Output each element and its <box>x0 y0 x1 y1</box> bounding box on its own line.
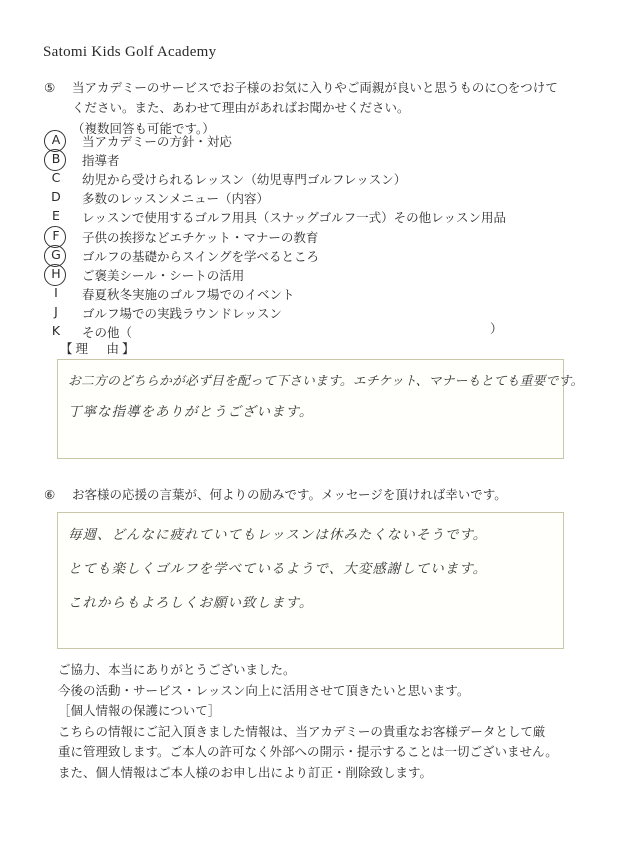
academy-title: Satomi Kids Golf Academy <box>43 44 217 60</box>
message-handwriting-line-2: とても楽しくゴルフを学べているようで、大変感謝しています。 <box>68 561 488 577</box>
reason-handwriting-line-2: 丁寧な指導をありがとうございます。 <box>68 404 314 420</box>
option-label: 子供の挨拶などエチケット・マナーの教育 <box>82 230 319 245</box>
question-5-line-2: ください。また、あわせて理由があればお聞かせください。 <box>72 100 410 115</box>
question-6-text: お客様の応援の言葉が、何よりの励みです。メッセージを頂ければ幸いです。 <box>72 487 507 502</box>
option-letter: H <box>51 266 61 281</box>
option-label: 春夏秋冬実施のゴルフ場でのイベント <box>82 287 295 302</box>
option-letter: A <box>51 132 61 147</box>
footer-privacy-line-3: また、個人情報はご本人様のお申し出により訂正・削除致します。 <box>58 764 433 780</box>
footer-privacy-line-1: こちらの情報にご記入頂きました情報は、当アカデミーの貴重なお客様データとして厳 <box>58 723 546 739</box>
reason-label: 【理 由】 <box>60 341 138 356</box>
footer-privacy-heading: ［個人情報の保護について］ <box>58 703 221 718</box>
option-label: ゴルフ場での実践ラウンドレッスン <box>82 306 282 321</box>
footer-usage: 今後の活動・サービス・レッスン向上に活用させて頂きたいと思います。 <box>58 682 470 698</box>
option-label: レッスンで使用するゴルフ用具（スナッグゴルフ一式）その他レッスン用品 <box>82 210 507 225</box>
reason-textbox[interactable] <box>57 359 584 459</box>
footer-thanks: ご協力、本当にありがとうございました。 <box>58 662 296 677</box>
option-letter: I <box>54 285 58 300</box>
message-handwriting-line-1: 毎週、どんなに疲れていてもレッスンは休みたくないそうです。 <box>68 527 488 543</box>
option-letter: K <box>51 323 61 338</box>
option-label: ご褒美シール・シートの活用 <box>82 268 245 283</box>
other-close-paren: ） <box>490 321 503 336</box>
question-6-number: ⑥ <box>44 487 56 502</box>
option-letter: B <box>51 151 61 166</box>
question-5-line-1: 当アカデミーのサービスでお子様のお気に入りやご両親が良いと思うものに○をつけて <box>72 80 558 95</box>
option-letter: F <box>52 228 60 243</box>
option-label: 多数のレッスンメニュー（内容） <box>82 191 270 206</box>
footer-privacy-line-2: 重に管理致します。ご本人の許可なく外部への開示・提示することは一切ございません。 <box>58 744 558 759</box>
question-5-number: ⑤ <box>44 80 56 95</box>
option-label: 指導者 <box>82 153 120 168</box>
option-letter: E <box>52 208 60 223</box>
option-label: 当アカデミーの方針・対応 <box>82 134 232 149</box>
option-letter: D <box>51 189 61 204</box>
message-textbox[interactable] <box>57 512 564 649</box>
reason-handwriting-line-1: お二方のどちらかが必ず目を配って下さいます。エチケット、マナーもとても重要です。 <box>68 374 584 389</box>
option-label: その他（ <box>82 325 133 340</box>
option-label: ゴルフの基礎からスイングを学べるところ <box>82 249 320 264</box>
option-label: 幼児から受けられるレッスン（幼児専門ゴルフレッスン） <box>82 172 407 187</box>
option-letter: C <box>51 170 61 185</box>
message-handwriting-line-3: これからもよろしくお願い致します。 <box>68 595 314 611</box>
question-5-line-3: （複数回答も可能です。） <box>72 121 215 136</box>
footer-notes <box>58 660 618 783</box>
option-letter: J <box>54 304 58 319</box>
option-letter: G <box>51 247 61 262</box>
